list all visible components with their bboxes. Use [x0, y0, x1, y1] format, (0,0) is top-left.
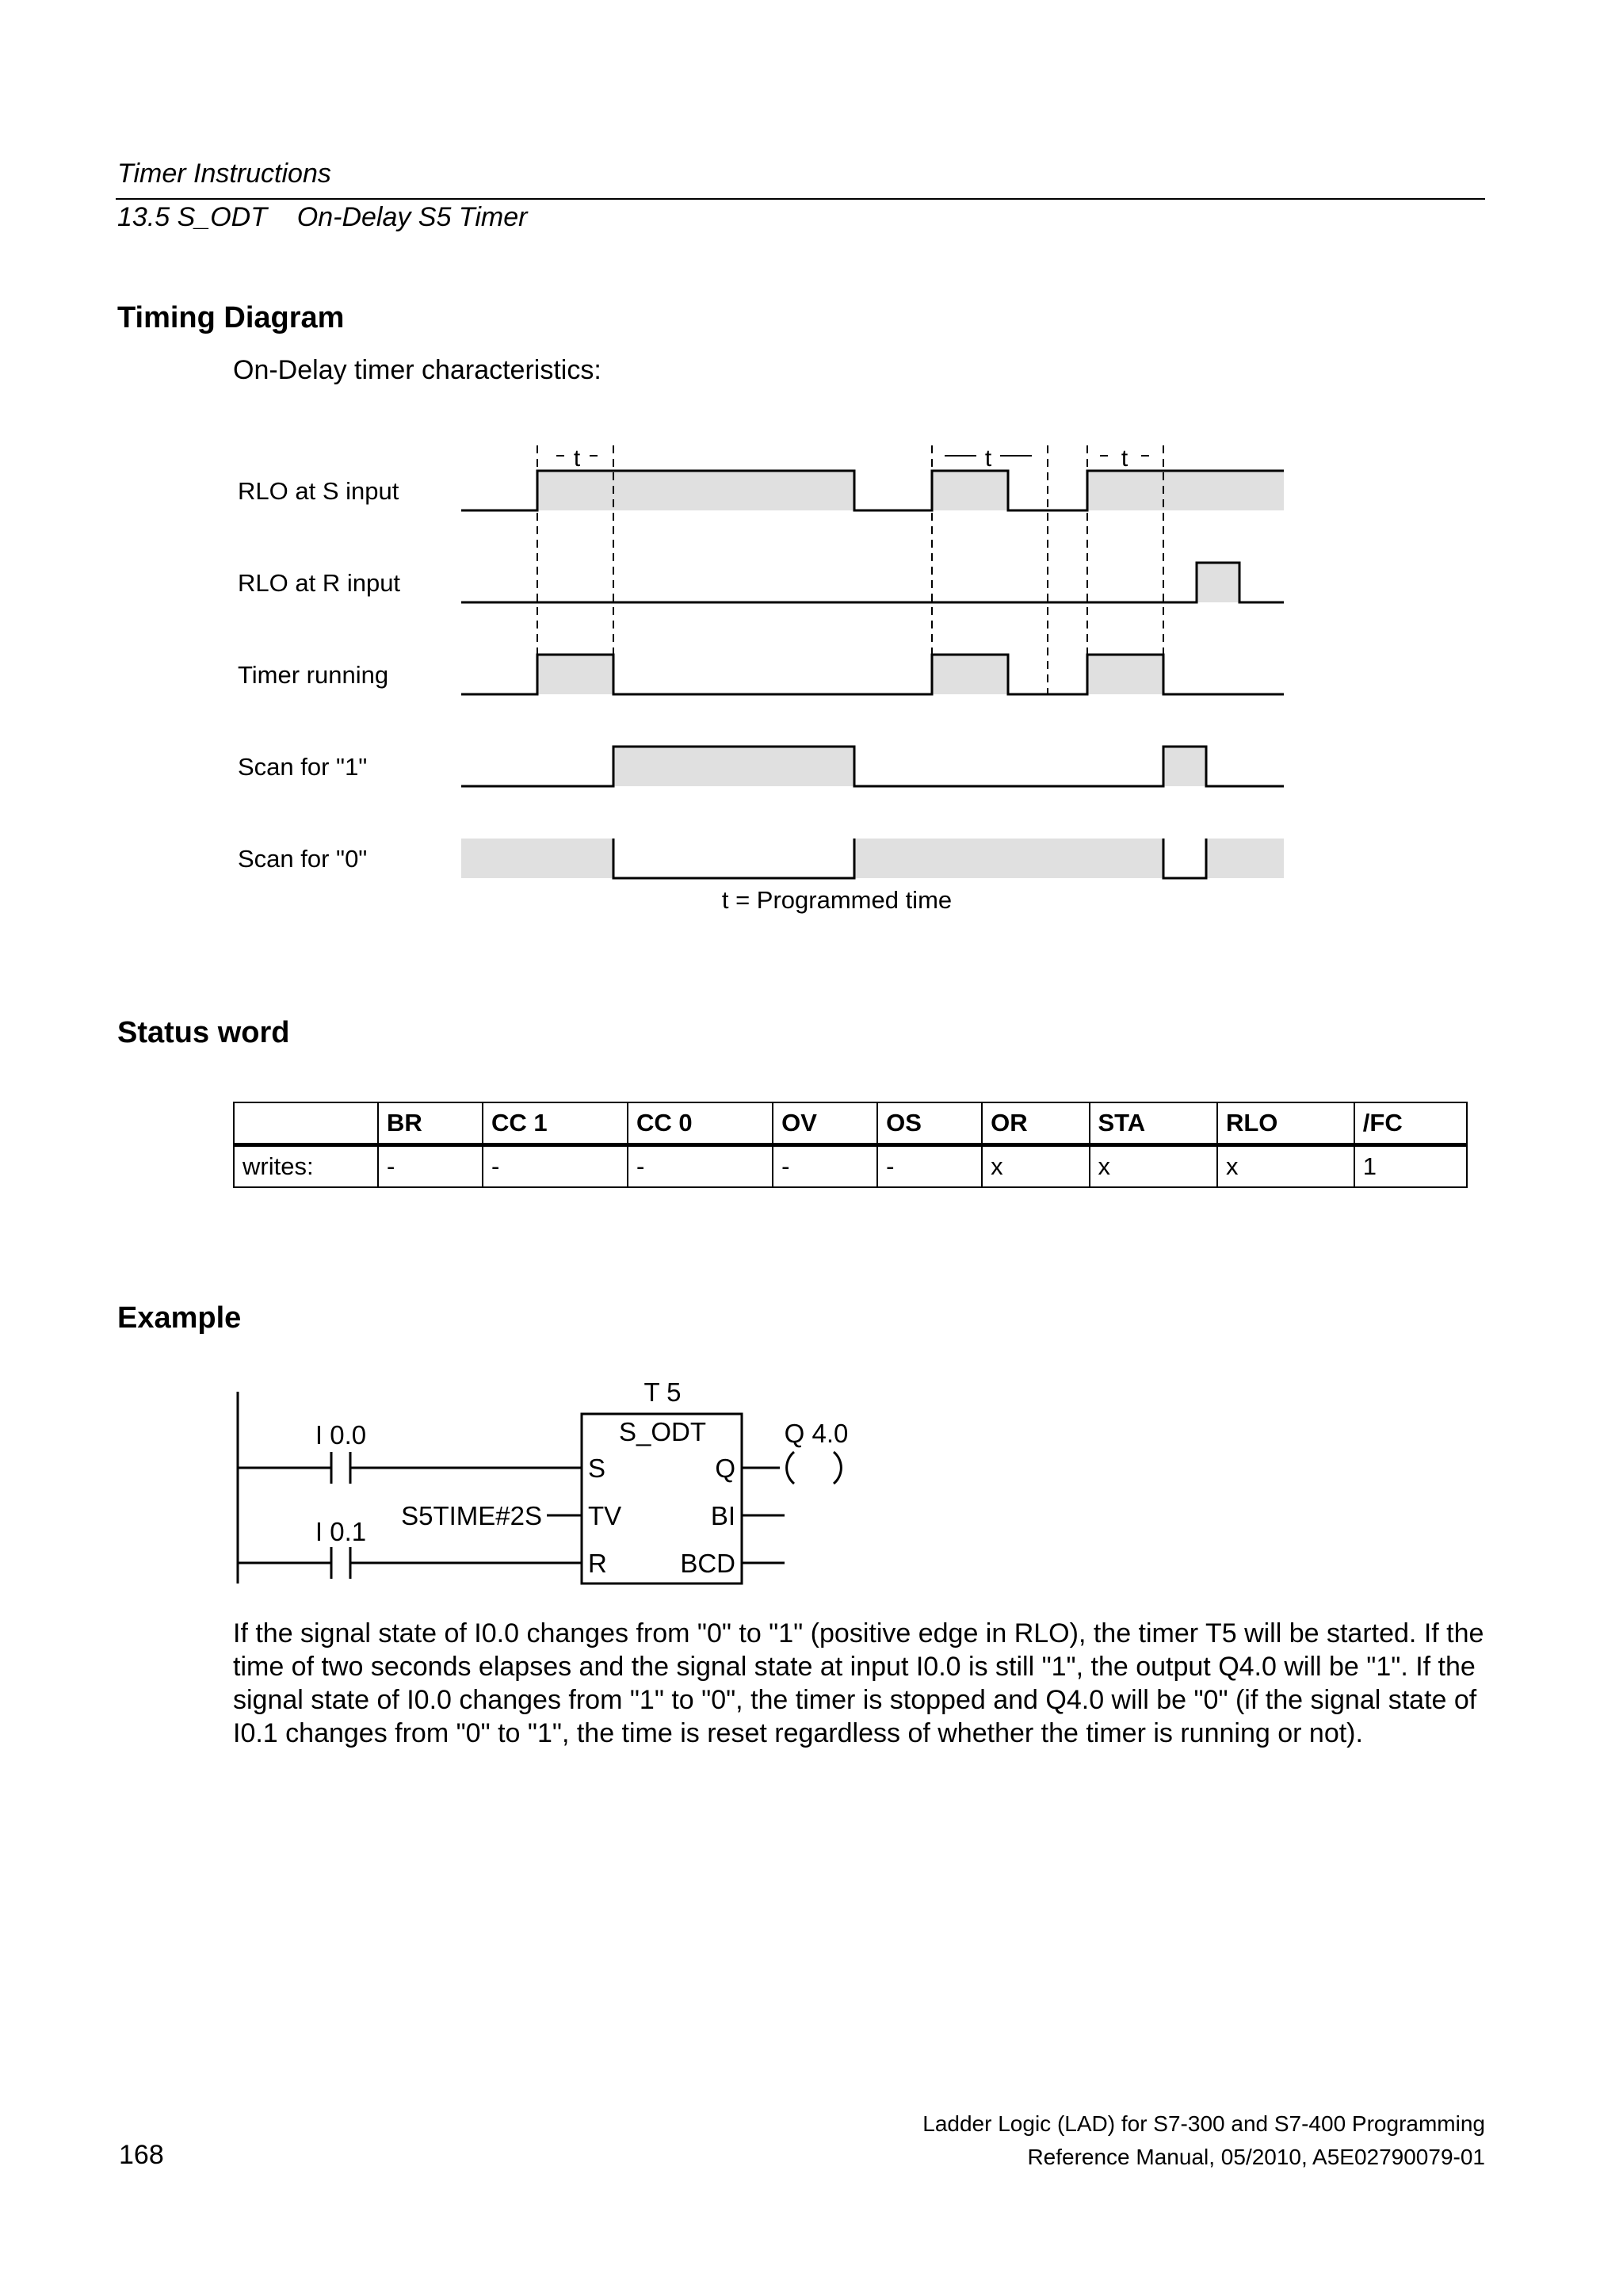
signal-label-scan-1: Scan for "1" — [238, 753, 368, 781]
signal-label-rlo-s: RLO at S input — [238, 477, 399, 505]
t-label-1: t — [573, 445, 581, 472]
pin-tv: TV — [588, 1501, 622, 1530]
status-cell-rlo: x — [1217, 1145, 1354, 1188]
status-cell-cc0: - — [628, 1145, 773, 1188]
footer-line-1: Ladder Logic (LAD) for S7-300 and S7-400 Programming — [922, 2111, 1485, 2136]
status-cell-sta: x — [1090, 1145, 1217, 1188]
status-heading: Status word — [117, 1016, 290, 1049]
timing-heading: Timing Diagram — [117, 301, 345, 334]
status-col-fc: /FC — [1354, 1102, 1467, 1145]
status-col-br: BR — [378, 1102, 483, 1145]
coil-right — [834, 1452, 841, 1484]
signal-label-timer-running: Timer running — [238, 661, 389, 689]
header-section: Timer Instructions — [117, 159, 331, 189]
pin-s: S — [588, 1454, 606, 1483]
status-col-ov: OV — [773, 1102, 877, 1145]
page-number: 168 — [119, 2140, 164, 2170]
example-description: If the signal state of I0.0 changes from "0" to "1" (positive edge in RLO), the timer T5 will be started. If the time of two seconds elapses and the signal state at input I0.0 is still "1", the output Q4.0 will be "1". If the signal state of I0.0 changes from "1" to "0", the timer is stopped and Q4.0 will be "0" (if the signal state of I0.1 changes from "0" to "1", the time is reset regardless of whether the timer is running or not). — [233, 1618, 1484, 1748]
coil-label: Q 4.0 — [784, 1419, 849, 1448]
example-heading: Example — [117, 1301, 242, 1335]
status-cell-label: writes: — [234, 1145, 378, 1188]
status-col-or: OR — [982, 1102, 1089, 1145]
status-cell-or: x — [982, 1145, 1089, 1188]
status-cell-os: - — [877, 1145, 982, 1188]
status-cell-ov: - — [773, 1145, 877, 1188]
signal-label-rlo-r: RLO at R input — [238, 569, 401, 597]
pin-bcd: BCD — [680, 1549, 735, 1578]
t-label-2: t — [984, 445, 992, 472]
footer-line-2: Reference Manual, 05/2010, A5E02790079-01 — [1027, 2145, 1485, 2169]
timer-name: T 5 — [643, 1377, 682, 1407]
contact-i00-label: I 0.0 — [315, 1420, 367, 1450]
timer-box-title: S_ODT — [618, 1417, 707, 1446]
coil-left — [787, 1452, 794, 1484]
pin-r: R — [588, 1549, 607, 1578]
status-cell-fc: 1 — [1354, 1145, 1467, 1188]
status-col-os: OS — [877, 1102, 982, 1145]
pin-q: Q — [715, 1454, 735, 1483]
header-subsection: 13.5 S_ODT On-Delay S5 Timer — [117, 202, 528, 232]
status-col-cc0: CC 0 — [628, 1102, 773, 1145]
status-col-cc1: CC 1 — [483, 1102, 628, 1145]
t-label-3: t — [1121, 445, 1128, 472]
time-value-label: S5TIME#2S — [401, 1501, 542, 1530]
status-col-rlo: RLO — [1217, 1102, 1354, 1145]
status-cell-cc1: - — [483, 1145, 628, 1188]
contact-i01-label: I 0.1 — [315, 1517, 367, 1546]
timing-intro: On-Delay timer characteristics: — [233, 355, 601, 385]
pin-bi: BI — [710, 1501, 735, 1530]
timing-caption: t = Programmed time — [721, 886, 953, 914]
status-col-sta: STA — [1090, 1102, 1217, 1145]
status-cell-br: - — [378, 1145, 483, 1188]
signal-label-scan-0: Scan for "0" — [238, 845, 368, 873]
